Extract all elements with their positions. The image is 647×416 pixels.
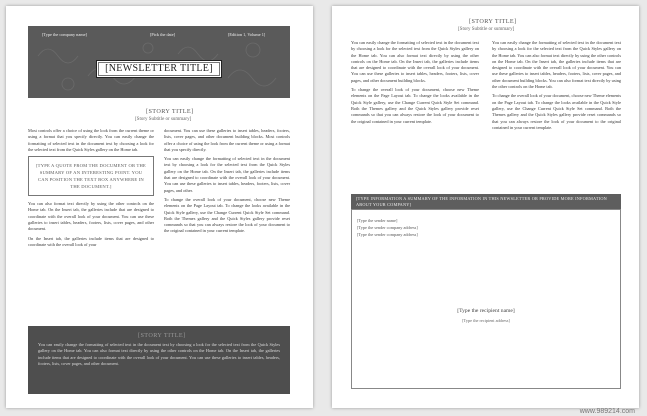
paragraph: You can easily change the formatting of selected text in the document text by choosing a look for the selected text from the Quick Styles gallery on the Home tab. You can also format text directly by using the other controls on the Home tab. On the Insert tab, the galleries include items that are designed to coordinate with the overall look of your document. You can use these galleries to insert tables, headers, footers, lists, cover pages, and other document building blocks. You can also format text directly by using the other controls on the Home tab. bbox=[492, 40, 621, 90]
story-column-left[interactable] bbox=[351, 40, 479, 128]
paragraph: To change the overall look of your document, choose new Theme elements on the Page Layout tab. To change the looks available in the Quick Style gallery, use the Change Current Quick Style Set command. Both the Themes gallery and the Quick Styles gallery provide reset commands so that you can always restore the look of your document to the original contained in your current template. bbox=[164, 196, 290, 234]
paragraph: document. You can use these galleries to insert tables, headers, footers, lists, cover pages, and other document building blocks. Most controls offer a choice of using the look from the current theme or using a format that you specify directly. bbox=[164, 128, 290, 152]
newsletter-title[interactable]: [NEWSLETTER TITLE] bbox=[96, 60, 222, 78]
mailer-box bbox=[351, 209, 621, 389]
bottom-story-box[interactable] bbox=[28, 326, 290, 394]
company-name-field[interactable]: [Type the company name] bbox=[42, 32, 87, 37]
newsletter-page-1 bbox=[6, 6, 313, 408]
story-title[interactable]: [STORY TITLE] bbox=[146, 108, 194, 115]
paragraph: To change the overall look of your document, choose new Theme elements on the Page Layout tab. To change the looks available in the Quick Style gallery, use the Change Current Quick Style Set command. Both the Themes gallery and the Quick Styles gallery provide reset commands so that you can always restore the look of your document to the original contained in your current template. bbox=[351, 87, 479, 124]
story-column-left[interactable] bbox=[28, 128, 154, 251]
bottom-story-text bbox=[38, 342, 280, 370]
story-subtitle[interactable]: [Story Subtitle or summary] bbox=[135, 117, 192, 122]
sender-company-field[interactable]: [Type the sender company address] bbox=[357, 225, 418, 230]
story-column-right[interactable] bbox=[492, 40, 621, 134]
company-info-band[interactable] bbox=[351, 194, 621, 209]
sender-name-field[interactable]: [Type the sender name] bbox=[357, 218, 398, 223]
paragraph: You can easily change the formatting of selected text in the document text by choosing a look for the selected text from the Quick Styles gallery on the Home tab. You can also format text directly by using the other controls on the Home tab. On the Insert tab, the galleries include items that are designed to coordinate with the overall look of your document. You can use these galleries to insert tables, headers, footers, lists, cover pages, and other document building blocks. bbox=[351, 40, 479, 83]
bottom-story-title[interactable]: [STORY TITLE] bbox=[138, 332, 186, 339]
watermark: www.989214.com bbox=[579, 408, 635, 415]
story-column-right[interactable] bbox=[164, 128, 290, 238]
date-picker-field[interactable]: [Pick the date] bbox=[150, 32, 176, 37]
paragraph: You can easily change the formatting of selected text in the document text by choosing a look for the selected text from the Quick Styles gallery on the Home tab. You can also format text directly by using the other controls on the Home tab. On the Insert tab, the galleries include items that are designed to coordinate with the overall look of your document. You can use these galleries to insert tables, headers, footers, lists, cover pages, and other document. bbox=[38, 342, 280, 366]
story-title[interactable]: [STORY TITLE] bbox=[469, 18, 517, 25]
recipient-name-field[interactable]: [Type the recipient name] bbox=[457, 308, 515, 314]
story-subtitle[interactable]: [Story Subtitle or summary] bbox=[458, 27, 515, 32]
title-inner-border bbox=[98, 62, 220, 76]
pull-quote[interactable]: [TYPE A QUOTE FROM THE DOCUMENT OR THE SUMMARY OF AN INTERESTING POINT. YOU CAN POSITION THE TEXT BOX ANYWHERE IN THE DOCUMENT.] bbox=[28, 156, 154, 196]
recipient-address-field[interactable]: [Type the recipient address] bbox=[462, 318, 510, 323]
company-info-text: [TYPE INFORMATION A SUMMARY OF THE INFORMATION IN THIS NEWSLETTER OR PROVIDE MORE INFORMATION ABOUT YOUR COMPANY] bbox=[356, 196, 607, 207]
newsletter-page-2 bbox=[332, 6, 639, 408]
paragraph: On the Insert tab, the galleries include items that are designed to coordinate with the overall look of your bbox=[28, 235, 154, 247]
paragraph: You can easily change the formatting of selected text in the document text by choosing a look for the selected text from the Quick Styles gallery on the Home tab. On the Insert tab, the galleries include items that are designed to coordinate with the overall look of your document. You can use these galleries to insert tables, headers, footers, lists, cover pages, and other. bbox=[164, 156, 290, 193]
paragraph: Most controls offer a choice of using the look from the current theme or using a format that you specify directly. You can easily change the formatting of selected text in the document text by choosing a look for the selected text from the Quick Styles gallery on the Home tab. bbox=[28, 128, 154, 152]
masthead-info-row bbox=[28, 32, 290, 40]
paragraph: You can also format text directly by using the other controls on the Home tab. On the Insert tab, the galleries include that are designed to coordinate with the overall look of your document. You can use these galleries to insert tables, headers, footers, lists, cover pages, and other document. bbox=[28, 201, 154, 232]
paragraph: To change the overall look of your document, choose new Theme elements on the Page Layout tab. To change the looks available in the Quick Style gallery, use the Change Current Quick Style Set command. Both the Themes gallery and the Quick Styles gallery provide reset commands so that you can always restore the look of your document to the original contained in your current template. bbox=[492, 93, 621, 130]
sender-address-field[interactable]: [Type the sender company address] bbox=[357, 232, 418, 237]
edition-field[interactable]: [Edition 1, Volume 1] bbox=[228, 32, 266, 37]
masthead bbox=[28, 26, 290, 98]
